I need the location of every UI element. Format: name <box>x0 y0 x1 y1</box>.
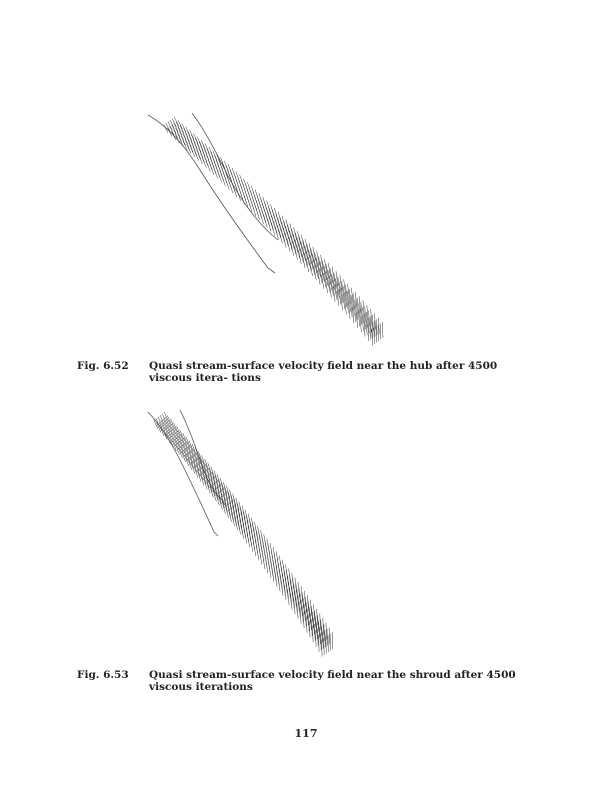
velocity-vector <box>266 559 268 574</box>
velocity-vector <box>242 506 245 519</box>
velocity-vector <box>240 507 243 520</box>
figure-caption-6-53 <box>77 669 537 693</box>
velocity-vector <box>309 621 310 637</box>
velocity-vector <box>241 513 244 526</box>
velocity-vector <box>290 575 292 590</box>
velocity-vector <box>241 525 244 538</box>
velocity-vector <box>320 627 321 644</box>
velocity-vector <box>238 509 241 522</box>
velocity-vector <box>288 576 290 591</box>
caption-text: Quasi stream-surface velocity field near the hub after 4500 viscous itera- tions <box>149 360 498 384</box>
velocity-vector <box>380 324 381 340</box>
velocity-vector <box>239 514 242 527</box>
velocity-vector <box>256 546 259 560</box>
velocity-vector <box>318 629 319 646</box>
velocity-vector <box>275 572 277 587</box>
velocity-vector <box>247 534 250 548</box>
blade-outline <box>148 412 218 536</box>
velocity-vector <box>236 510 239 523</box>
page-number: 117 <box>294 727 318 740</box>
velocity-vector <box>283 579 285 594</box>
velocity-vector <box>238 521 241 534</box>
velocity-vector <box>245 510 248 523</box>
velocity-vector <box>317 623 318 640</box>
velocity-vector <box>263 555 265 569</box>
velocity-vector <box>278 576 280 591</box>
caption-text: Quasi stream-surface velocity field near the shroud after 4500 viscous iterations <box>149 669 516 693</box>
velocity-vector <box>235 517 238 530</box>
figure-6-53-velocity-plot <box>148 410 333 656</box>
figure-label: Fig. 6.53 <box>77 669 129 681</box>
velocity-vector <box>234 512 237 525</box>
velocity-vector <box>253 542 256 556</box>
velocity-vector <box>287 589 289 605</box>
velocity-vector <box>382 322 383 338</box>
velocity-vector <box>272 567 274 582</box>
velocity-vector <box>292 573 294 588</box>
velocity-vector <box>314 624 315 641</box>
figure-caption-6-52 <box>77 360 537 384</box>
velocity-vector <box>315 630 316 647</box>
figure-6-52-velocity-plot <box>148 113 383 345</box>
velocity-vector <box>284 585 286 600</box>
velocity-vector <box>281 581 283 596</box>
velocity-vector <box>250 538 253 552</box>
velocity-vector <box>244 529 247 543</box>
velocity-vector <box>259 550 261 564</box>
velocity-vector <box>312 626 313 643</box>
velocity-vector <box>313 618 314 634</box>
velocity-vector <box>243 511 246 524</box>
velocity-vector <box>269 563 271 578</box>
blade-outline <box>148 115 275 273</box>
velocity-vector <box>231 513 234 526</box>
velocity-vector <box>237 516 240 529</box>
velocity-vector <box>311 619 312 635</box>
figure-label: Fig. 6.52 <box>77 360 129 372</box>
velocity-vector <box>285 578 287 593</box>
